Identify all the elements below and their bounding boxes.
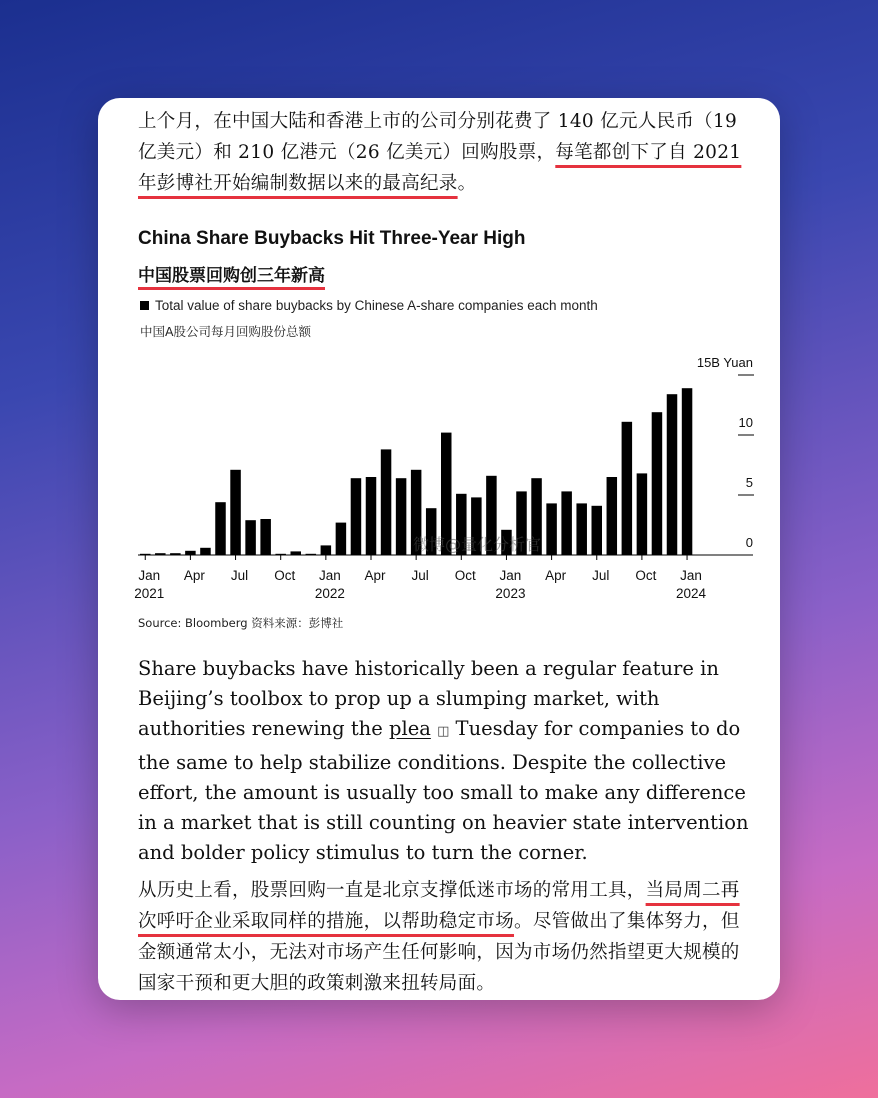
chart-bar: [215, 502, 226, 555]
chart-bar: [667, 394, 678, 555]
body-text-en-1: Share buybacks have historically been a regular feature in Beijing’s toolbox to prop up a slumping market, with authorities renewing the: [138, 657, 719, 741]
x-tick-year: 2021: [134, 586, 165, 601]
chart-bar: [185, 551, 196, 555]
chart-bar: [381, 449, 392, 555]
x-tick-label: Jan: [138, 568, 161, 583]
watermark: 微博@量化分析官: [413, 535, 542, 554]
chart-bar: [260, 519, 271, 555]
chart-bar: [576, 503, 587, 555]
chart-bar: [321, 545, 332, 555]
legend-label: Total value of share buybacks by Chinese A-share companies each month: [155, 298, 598, 313]
y-tick-label: 5: [745, 475, 753, 490]
intro-text-cn: 上个月，在中国大陆和香港上市的公司分别花费了 140 亿元人民币（19 亿美元）和 210 亿港元（26 亿美元）回购股票，: [138, 111, 738, 163]
chart-legend: [140, 298, 598, 313]
intro-paragraph-cn: [138, 106, 758, 199]
chart-bar: [366, 477, 377, 555]
legend-swatch: [140, 301, 149, 310]
chart-bar: [652, 412, 663, 555]
chart-bar: [592, 506, 603, 555]
chart-bar: [200, 548, 211, 555]
y-tick-label: 15B Yuan: [696, 355, 753, 370]
x-tick-label: Apr: [183, 568, 205, 583]
chart-bar: [546, 503, 557, 555]
body-text-cn-2: 。尽管做出了集体努力，但金额通常太小，无法对市场产生任何影响，因为市场仍然指望更大规模的国家干预和更大胆的政策刺激来扭转局面。: [138, 911, 740, 994]
chart-bar: [682, 388, 693, 555]
x-tick-label: Apr: [364, 568, 386, 583]
body-text-cn-1: 从历史上看，股票回购一直是北京支撑低迷市场的常用工具，: [138, 880, 646, 901]
x-tick-label: Oct: [635, 568, 657, 583]
article-card: [98, 98, 780, 1000]
intro-end-cn: 。: [457, 173, 477, 194]
chart-bar: [291, 551, 302, 555]
chart-title: China Share Buybacks Hit Three-Year High: [138, 228, 526, 249]
x-tick-year: 2022: [314, 586, 345, 601]
chart-bar: [637, 473, 648, 555]
x-tick-label: Jan: [318, 568, 341, 583]
chart-bar: [622, 422, 633, 555]
buyback-bar-chart: [98, 338, 780, 608]
x-tick-label: Jan: [680, 568, 702, 583]
intro-highlight-cn: 每笔都创下了自 2021 年彭博社开始编制数据以来的最高纪录: [138, 142, 742, 194]
x-tick-label: Apr: [545, 568, 567, 583]
x-tick-label: Jul: [230, 568, 249, 583]
chart-source: Source: Bloomberg 资料来源：彭博社: [138, 616, 344, 630]
plea-link[interactable]: plea: [388, 717, 431, 741]
chart-legend-cn: 中国A股公司每月回购股份总额: [140, 324, 312, 339]
body-paragraph-cn: [138, 875, 758, 999]
external-link-icon[interactable]: ◫: [437, 724, 450, 740]
chart-bar: [245, 520, 256, 555]
chart-subtitle-cn: 中国股票回购创三年新高: [138, 266, 325, 286]
y-tick-label: 0: [745, 535, 753, 550]
chart-bar: [561, 491, 572, 555]
chart-bar: [336, 523, 347, 555]
chart-bar: [351, 478, 362, 555]
x-tick-label: Oct: [454, 568, 476, 583]
x-tick-year: 2023: [495, 586, 526, 601]
x-tick-year: 2024: [676, 586, 707, 601]
body-paragraph-en: [138, 654, 753, 868]
x-tick-label: Jul: [592, 568, 610, 583]
x-tick-label: Oct: [274, 568, 296, 583]
y-tick-label: 10: [738, 415, 753, 430]
x-tick-label: Jul: [411, 568, 429, 583]
chart-bar: [607, 477, 618, 555]
body-highlight-cn: 当局周二再次呼吁企业采取同样的措施，以帮助稳定市场: [138, 880, 740, 932]
body-text-en-2: Tuesday for companies to do the same to help stabilize conditions. Despite the collective effort, the amount is usually too small to make any difference in a market that is still counting on heavier state intervention and bolder policy stimulus to turn the corner.: [138, 717, 749, 865]
x-tick-label: Jan: [499, 568, 522, 583]
chart-bar: [230, 470, 241, 555]
chart-bar: [396, 478, 407, 555]
